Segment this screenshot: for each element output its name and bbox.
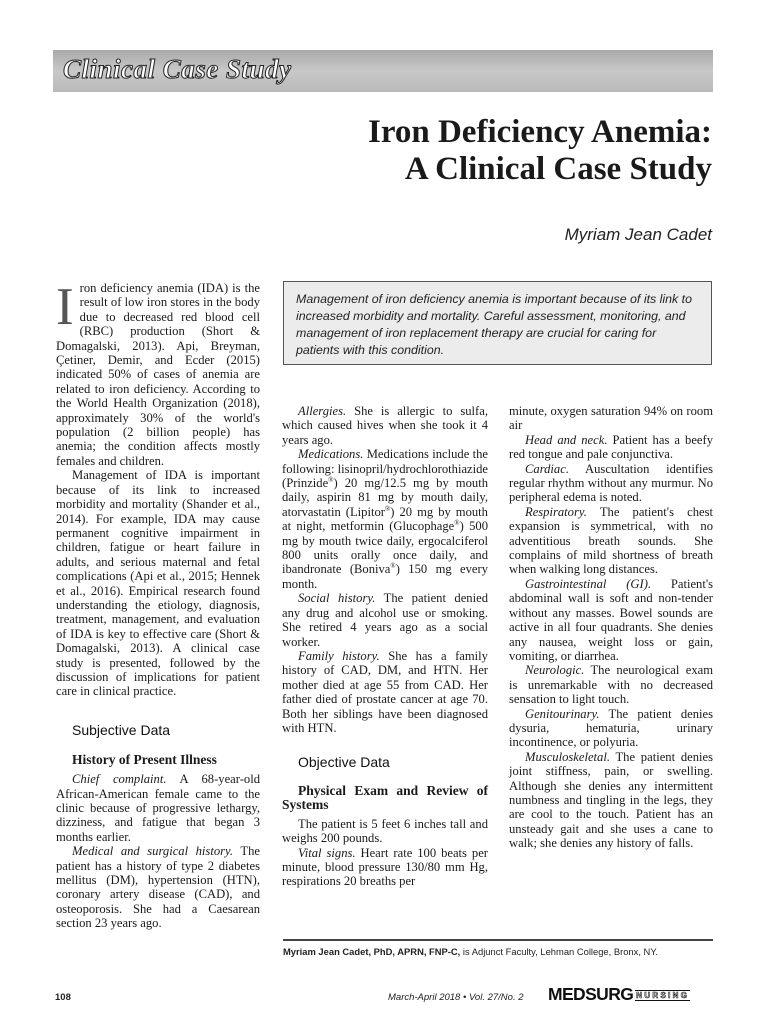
run-in-label: Chief complaint.	[72, 772, 167, 787]
drop-cap: I	[56, 278, 74, 336]
registered-mark: ®	[384, 504, 391, 513]
registered-mark: ®	[328, 475, 334, 484]
column-2	[282, 404, 488, 889]
paragraph-social-history: Social history. The patient denied any drug and alcohol use or smoking. She retired 4 years ago as a social worker.	[282, 591, 488, 649]
paragraph-cardiac: Cardiac. Auscultation identifies regular rhythm without any murmur. No peripheral edema is noted.	[509, 461, 713, 505]
paragraph-genitourinary: Genitourinary. The patient denies dysuria, hematuria, urinary incontinence, or polyuria.	[509, 706, 713, 750]
paragraph: Management of IDA is important because of its link to increased morbidity and mortality (Shander et al., 2014). For example, IDA may cause permanent cognitive impairment in children, fatigue or heart failure in adults, and serious maternal and fetal complications (Api et al., 2015; Hennek et al., 2016). Empirical research found understanding the etiology, diagnosis, treatment, management, and evaluation of IDA is key to effective care (Short & Domagalski, 2013). A clinical case study is presented, followed by the discussion of implications for patient care in clinical practice.	[56, 468, 260, 699]
run-in-label: Vital signs.	[298, 845, 356, 860]
run-in-label: Allergies.	[298, 404, 347, 418]
paragraph-medications: Medications. Medications include the following: lisinopril/hydrochlorothiazide (Prinzide®) 20 mg/12.5 mg by mouth daily, aspirin 81 mg by mouth daily, atorvastatin (Lipitor®) 20 mg by mouth at night, metformin (Glucophage®) 500 mg by mouth twice daily, ergocalciferol 800 units orally once daily, and ibandronate (Boniva®) 150 mg every month.	[282, 447, 489, 591]
registered-mark: ®	[454, 519, 460, 528]
paragraph-head-neck: Head and neck. Patient has a beefy red tongue and pale conjunctiva.	[509, 432, 713, 462]
subheading-physical-exam: Physical Exam and Review of Systems	[282, 782, 488, 812]
run-in-label: Social history.	[298, 591, 376, 606]
page-number: 108	[55, 992, 71, 1003]
footnote-affiliation: is Adjunct Faculty, Lehman College, Bronx, NY.	[460, 946, 658, 957]
run-in-label: Respiratory.	[525, 504, 587, 519]
section-heading-objective: Objective Data	[298, 754, 390, 771]
paragraph-chief-complaint: Chief complaint. A 68-year-old African-American female came to the clinic because of progressive lethargy, dizziness, and fatigue that began 3 months earlier.	[56, 772, 260, 844]
paragraph-neurologic: Neurologic. The neurological exam is unremarkable with no decreased sensation to light touch.	[509, 663, 713, 707]
paragraph-gastrointestinal: Gastrointestinal (GI). Patient's abdominal wall is soft and non-tender without any masses. Bowel sounds are active in all four quadrants. She denies any nausea, weight loss or gain, vomiting, or diarrhea.	[509, 576, 714, 663]
paragraph: The patient is 5 feet 6 inches tall and weighs 200 pounds.	[282, 816, 488, 846]
paragraph-musculoskeletal: Musculoskeletal. The patient denies joint stiffness, pain, or swelling. Although she denies any intermittent numbness and tingling in the legs, they are cool to the touch. Patient has an unsteady gait and she uses a cane to walk; she denies any history of falls.	[509, 749, 713, 851]
run-in-label: Gastrointestinal (GI).	[525, 576, 652, 591]
paragraph-vital-signs: Vital signs. Heart rate 100 beats per minute, blood pressure 130/80 mm Hg, respirations 20 breaths per	[282, 845, 488, 889]
column-1	[56, 278, 260, 931]
footnote-divider	[283, 939, 713, 941]
run-in-label: Family history.	[298, 648, 380, 663]
paragraph-respiratory: Respiratory. The patient's chest expansion is symmetrical, with no adventitious breath sounds. She complains of mild shortness of breath when walking long distances.	[509, 504, 713, 577]
title-line-2: A Clinical Case Study	[404, 151, 712, 187]
journal-logo	[548, 984, 690, 1006]
run-in-label: Musculoskeletal.	[525, 749, 610, 764]
section-heading-subjective: Subjective Data	[72, 721, 171, 738]
author-footnote	[283, 946, 713, 957]
journal-name: MEDSURG	[548, 984, 634, 1004]
intro-paragraph	[56, 278, 260, 468]
author-byline: Myriam Jean Cadet	[564, 225, 712, 244]
paragraph-allergies: Allergies. She is allergic to sulfa, which caused hives when she took it 4 years ago.	[282, 404, 488, 447]
paragraph-medical-history: Medical and surgical history. The patient has a history of type 2 diabetes mellitus (DM), hypertension (HTN), coronary artery disease (CAD), and osteoporosis. She had a Caesarean section 23 years ago.	[56, 844, 260, 931]
title-line-1: Iron Deficiency Anemia:	[367, 114, 712, 150]
intro-text: ron deficiency anemia (IDA) is the result of low iron stores in the body due to decreased red blood cell (RBC) production (Short & Domagalski, 2013). Api, Breyman, Çetiner, Demir, and Ecder (2015) indicated 50% of cases of anemia are related to iron deficiency. According to the World Health Organization (2018), approximately 30% of the world's population (2 billion people) has anemia; the condition affects mostly females and children.	[56, 281, 260, 468]
run-in-label: Medical and surgical history.	[72, 844, 234, 859]
article-title	[152, 114, 712, 188]
run-in-label: Head and neck.	[525, 432, 608, 447]
section-banner	[53, 50, 713, 92]
column-3	[509, 404, 713, 851]
paragraph-continuation: minute, oxygen saturation 94% on room air	[509, 404, 713, 433]
abstract-box: Management of iron deficiency anemia is important because of its link to increased morbidity and mortality. Careful assessment, monitoring, and management of iron replacement therapy are crucial for caring for patients with this condition.	[283, 281, 712, 365]
paragraph-family-history: Family history. She has a family history of CAD, DM, and HTN. Her mother died at age 55 from CAD. Her father died of prostate cancer at age 70. Both her siblings have been diagnosed with HTN.	[282, 648, 488, 735]
run-in-label: Genitourinary.	[525, 706, 600, 721]
footnote-author: Myriam Jean Cadet, PhD, APRN, FNP-C,	[283, 946, 461, 957]
run-in-label: Medications.	[298, 447, 364, 462]
run-in-label: Neurologic.	[525, 663, 585, 678]
banner-text: Clinical Case Study	[63, 54, 292, 84]
journal-subtitle: NURSING	[636, 991, 690, 1000]
subheading-hpi: History of Present Illness	[72, 752, 217, 768]
run-in-label: Cardiac.	[525, 461, 569, 476]
issue-info: March-April 2018 • Vol. 27/No. 2	[388, 992, 524, 1003]
registered-mark: ®	[390, 562, 396, 571]
